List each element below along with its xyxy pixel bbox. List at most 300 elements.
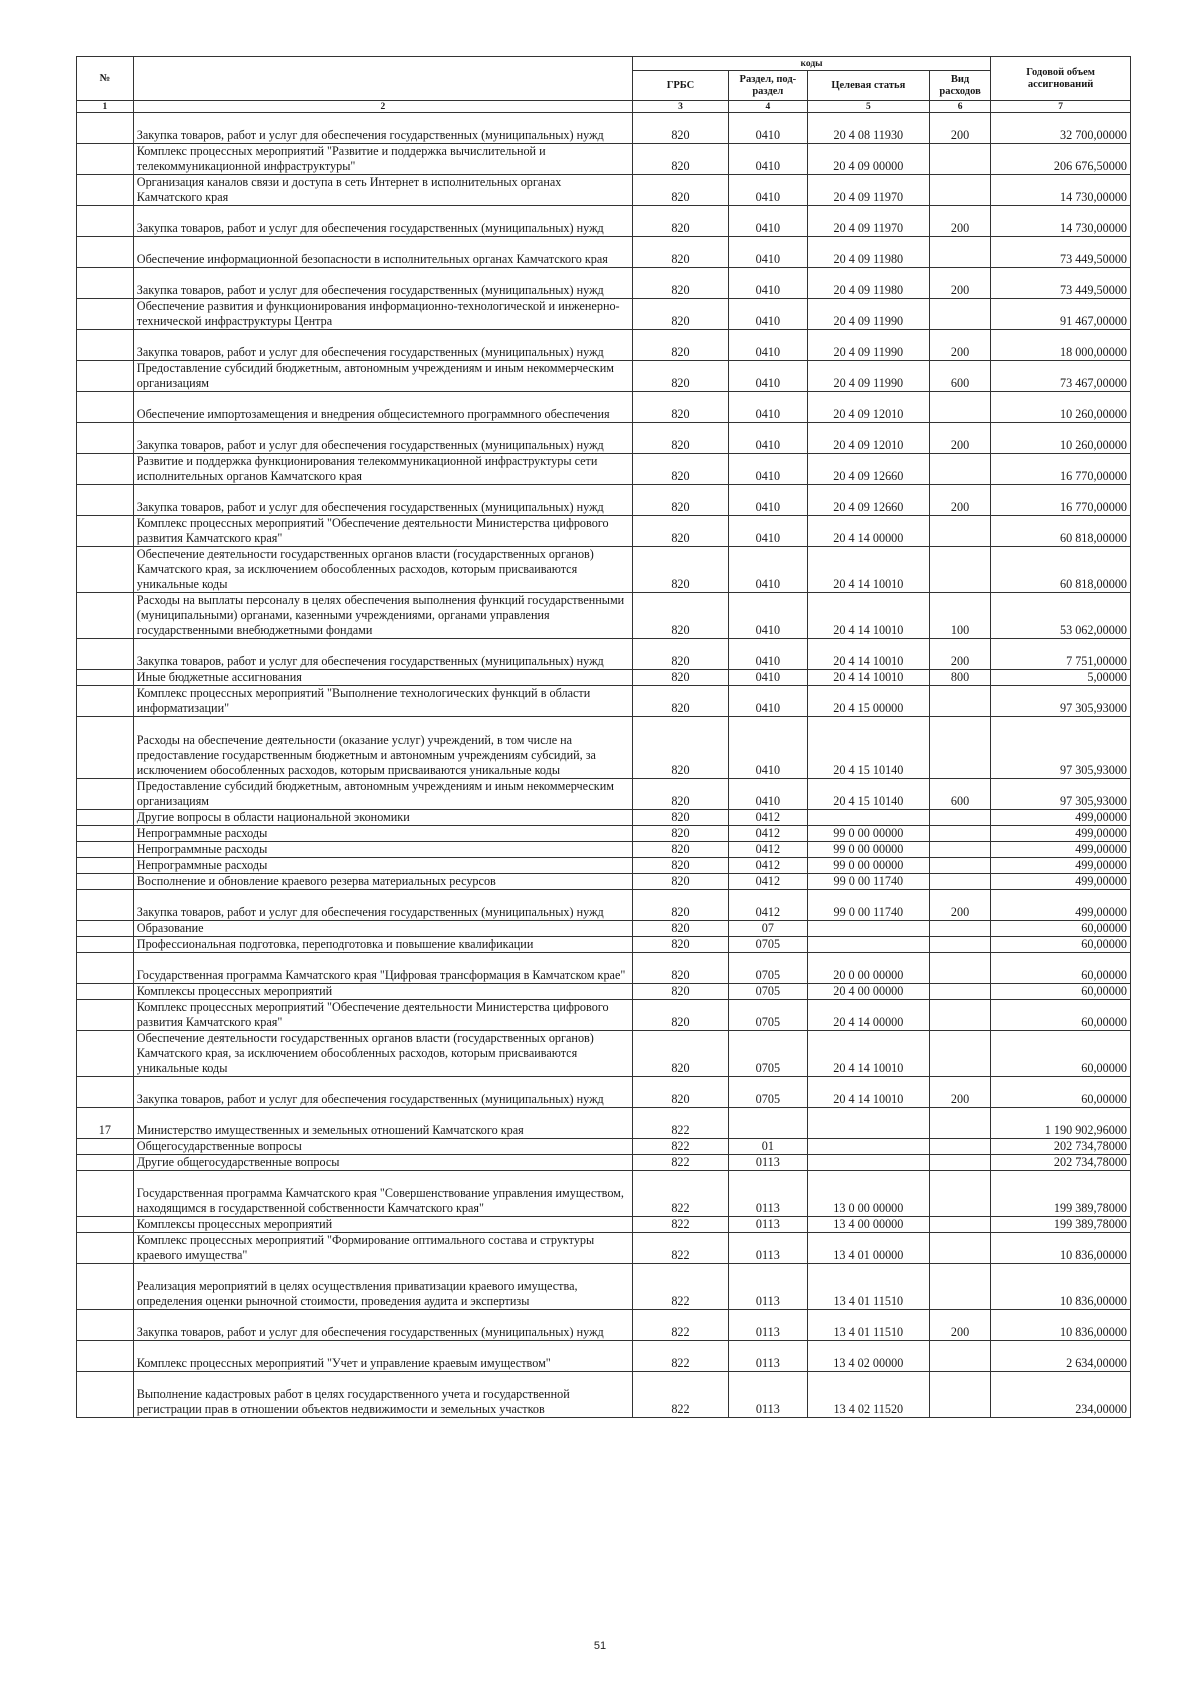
row-expense-kind [929,1155,990,1171]
row-section: 0410 [729,175,808,206]
row-expense-kind: 200 [929,268,990,299]
row-amount: 97 305,93000 [991,686,1131,717]
row-section: 0113 [729,1341,808,1372]
row-target-article: 20 4 14 00000 [807,516,929,547]
row-amount: 10 260,00000 [991,423,1131,454]
row-amount: 499,00000 [991,890,1131,921]
row-target-article: 20 4 14 10010 [807,593,929,639]
row-target-article: 13 4 01 11510 [807,1264,929,1310]
row-description: Развитие и поддержка функционирования телекоммуникационной инфраструктуры сети исполнительных органов Камчатского края [133,454,632,485]
row-index [77,779,134,810]
row-grbs: 820 [632,361,728,392]
row-section: 0113 [729,1372,808,1418]
row-expense-kind: 200 [929,639,990,670]
row-target-article: 20 4 15 10140 [807,779,929,810]
row-section: 0410 [729,516,808,547]
row-index [77,1233,134,1264]
table-row [77,686,1131,717]
row-grbs: 820 [632,237,728,268]
row-expense-kind [929,1171,990,1217]
row-target-article: 99 0 00 00000 [807,826,929,842]
row-expense-kind [929,1217,990,1233]
row-grbs: 820 [632,717,728,779]
row-description: Комплекс процессных мероприятий "Выполнение технологических функций в области информатизации" [133,686,632,717]
row-grbs: 820 [632,953,728,984]
row-expense-kind [929,984,990,1000]
row-target-article: 13 4 00 00000 [807,1217,929,1233]
row-description: Министерство имущественных и земельных отношений Камчатского края [133,1108,632,1139]
table-row [77,299,1131,330]
row-amount: 60,00000 [991,1000,1131,1031]
row-expense-kind [929,1108,990,1139]
row-description: Обеспечение деятельности государственных органов власти (государственных органов) Камчатского края, за исключением обособленных расходов, которым присваиваются уникальные коды [133,1031,632,1077]
row-grbs: 820 [632,937,728,953]
row-grbs: 820 [632,826,728,842]
row-description: Непрограммные расходы [133,826,632,842]
row-grbs: 822 [632,1264,728,1310]
row-grbs: 820 [632,842,728,858]
row-index [77,826,134,842]
table-row [77,953,1131,984]
row-section [729,1108,808,1139]
row-target-article: 20 4 09 11990 [807,361,929,392]
row-expense-kind [929,175,990,206]
row-grbs: 820 [632,858,728,874]
row-grbs: 820 [632,984,728,1000]
row-amount: 73 467,00000 [991,361,1131,392]
row-expense-kind: 200 [929,485,990,516]
row-target-article: 99 0 00 00000 [807,858,929,874]
row-expense-kind [929,299,990,330]
row-index [77,330,134,361]
row-amount: 60 818,00000 [991,547,1131,593]
row-amount: 499,00000 [991,842,1131,858]
row-target-article: 20 4 09 11970 [807,206,929,237]
row-expense-kind [929,1233,990,1264]
row-description: Другие вопросы в области национальной экономики [133,810,632,826]
row-amount: 73 449,50000 [991,237,1131,268]
row-grbs: 820 [632,639,728,670]
row-index [77,937,134,953]
page-number: 51 [593,1640,607,1652]
row-amount: 16 770,00000 [991,485,1131,516]
row-index [77,1155,134,1171]
row-expense-kind [929,1139,990,1155]
row-target-article: 13 4 02 11520 [807,1372,929,1418]
row-index [77,1139,134,1155]
row-expense-kind: 200 [929,330,990,361]
row-index [77,717,134,779]
row-grbs: 820 [632,1031,728,1077]
row-expense-kind [929,516,990,547]
table-row [77,826,1131,842]
table-row [77,1031,1131,1077]
table-row [77,237,1131,268]
row-index [77,639,134,670]
table-row [77,1372,1131,1418]
row-target-article: 20 4 09 11990 [807,330,929,361]
col-number: 5 [807,101,929,113]
row-target-article: 20 4 09 00000 [807,144,929,175]
row-description: Закупка товаров, работ и услуг для обеспечения государственных (муниципальных) нужд [133,1310,632,1341]
row-target-article [807,810,929,826]
row-grbs: 820 [632,423,728,454]
row-expense-kind [929,1264,990,1310]
table-row [77,842,1131,858]
row-target-article [807,937,929,953]
row-description: Реализация мероприятий в целях осуществления приватизации краевого имущества, определения оценки рыночной стоимости, проведения аудита и экспертизы [133,1264,632,1310]
row-expense-kind: 200 [929,206,990,237]
row-section: 0410 [729,639,808,670]
row-description: Обеспечение импортозамещения и внедрения общесистемного программного обеспечения [133,392,632,423]
row-description: Расходы на выплаты персоналу в целях обеспечения выполнения функций государственными (муниципальными) органами, казенными учреждениями, органами управления государственными внебюджетными фондами [133,593,632,639]
row-index [77,1310,134,1341]
table-row [77,330,1131,361]
row-index [77,1372,134,1418]
row-target-article: 20 4 09 12010 [807,392,929,423]
row-grbs: 822 [632,1310,728,1341]
table-row [77,1155,1131,1171]
table-header [77,57,1131,113]
row-amount: 14 730,00000 [991,175,1131,206]
row-section: 0410 [729,423,808,454]
row-description: Восполнение и обновление краевого резерва материальных ресурсов [133,874,632,890]
row-expense-kind: 200 [929,113,990,144]
row-amount: 53 062,00000 [991,593,1131,639]
budget-table [76,56,1131,1418]
table-row [77,1264,1131,1310]
row-index [77,874,134,890]
row-target-article: 13 4 01 00000 [807,1233,929,1264]
row-grbs: 820 [632,1000,728,1031]
row-index [77,113,134,144]
row-expense-kind [929,921,990,937]
row-expense-kind [929,1341,990,1372]
col-number: 4 [729,101,808,113]
row-amount: 60,00000 [991,921,1131,937]
table-row [77,144,1131,175]
table-row [77,113,1131,144]
row-expense-kind: 200 [929,890,990,921]
row-expense-kind [929,1000,990,1031]
row-index [77,921,134,937]
row-description: Закупка товаров, работ и услуг для обеспечения государственных (муниципальных) нужд [133,890,632,921]
table-row [77,937,1131,953]
row-target-article [807,1108,929,1139]
row-target-article: 20 4 09 11980 [807,268,929,299]
table-row [77,485,1131,516]
table-row [77,717,1131,779]
table-row [77,890,1131,921]
row-grbs: 820 [632,516,728,547]
row-description: Образование [133,921,632,937]
row-description: Расходы на обеспечение деятельности (оказание услуг) учреждений, в том числе на предоставление государственным бюджетным и автономным учреждениям субсидий, за исключением обособленных расходов, которым присваиваются уникальные коды [133,717,632,779]
table-row [77,1077,1131,1108]
row-grbs: 820 [632,1077,728,1108]
row-target-article: 20 4 14 00000 [807,1000,929,1031]
row-amount: 18 000,00000 [991,330,1131,361]
row-index [77,810,134,826]
row-description: Организация каналов связи и доступа в сеть Интернет в исполнительных органах Камчатского края [133,175,632,206]
row-description: Комплекс процессных мероприятий "Формирование оптимального состава и структуры краевого имущества" [133,1233,632,1264]
row-grbs: 822 [632,1217,728,1233]
row-expense-kind [929,810,990,826]
row-grbs: 820 [632,392,728,423]
row-index [77,1217,134,1233]
table-row [77,1217,1131,1233]
row-expense-kind [929,454,990,485]
row-target-article: 20 4 00 00000 [807,984,929,1000]
row-target-article: 20 4 14 10010 [807,547,929,593]
table-row [77,670,1131,686]
row-description: Государственная программа Камчатского края "Совершенствование управления имуществом, находящимся в государственной собственности Камчатского края" [133,1171,632,1217]
row-expense-kind [929,686,990,717]
table-row [77,1000,1131,1031]
row-section: 0113 [729,1264,808,1310]
col-number: 1 [77,101,134,113]
row-grbs: 822 [632,1139,728,1155]
table-body [77,113,1131,1418]
row-amount: 199 389,78000 [991,1217,1131,1233]
row-expense-kind [929,842,990,858]
table-row [77,1310,1131,1341]
table-row [77,858,1131,874]
row-expense-kind [929,858,990,874]
row-grbs: 822 [632,1341,728,1372]
row-section: 0410 [729,485,808,516]
table-row [77,547,1131,593]
row-description: Общегосударственные вопросы [133,1139,632,1155]
row-section: 0410 [729,686,808,717]
row-grbs: 820 [632,206,728,237]
row-index [77,1341,134,1372]
row-amount: 199 389,78000 [991,1171,1131,1217]
row-expense-kind [929,874,990,890]
row-description: Закупка товаров, работ и услуг для обеспечения государственных (муниципальных) нужд [133,1077,632,1108]
table-row [77,516,1131,547]
row-description: Обеспечение информационной безопасности в исполнительных органах Камчатского края [133,237,632,268]
row-expense-kind [929,547,990,593]
row-description: Закупка товаров, работ и услуг для обеспечения государственных (муниципальных) нужд [133,330,632,361]
row-amount: 60,00000 [991,937,1131,953]
row-grbs: 820 [632,921,728,937]
row-index [77,516,134,547]
row-grbs: 822 [632,1233,728,1264]
row-expense-kind: 200 [929,1077,990,1108]
table-row [77,361,1131,392]
row-description: Профессиональная подготовка, переподготовка и повышение квалификации [133,937,632,953]
table-row [77,593,1131,639]
row-index [77,299,134,330]
col-number: 6 [929,101,990,113]
table-row [77,639,1131,670]
row-description: Закупка товаров, работ и услуг для обеспечения государственных (муниципальных) нужд [133,639,632,670]
row-target-article: 20 4 14 10010 [807,639,929,670]
row-index [77,1171,134,1217]
row-section: 0410 [729,454,808,485]
row-amount: 202 734,78000 [991,1155,1131,1171]
row-index: 17 [77,1108,134,1139]
row-target-article [807,1155,929,1171]
row-description: Закупка товаров, работ и услуг для обеспечения государственных (муниципальных) нужд [133,113,632,144]
row-index [77,454,134,485]
row-target-article: 20 4 09 11970 [807,175,929,206]
row-expense-kind [929,1031,990,1077]
row-amount: 234,00000 [991,1372,1131,1418]
row-expense-kind [929,717,990,779]
row-amount: 499,00000 [991,874,1131,890]
row-description: Закупка товаров, работ и услуг для обеспечения государственных (муниципальных) нужд [133,485,632,516]
row-amount: 60 818,00000 [991,516,1131,547]
table-row [77,175,1131,206]
table-row [77,921,1131,937]
row-section: 0113 [729,1217,808,1233]
row-grbs: 820 [632,175,728,206]
row-description: Комплекс процессных мероприятий "Развитие и поддержка вычислительной и телекоммуникационной инфраструктуры" [133,144,632,175]
header-description [133,57,632,101]
table-row [77,874,1131,890]
row-target-article: 20 0 00 00000 [807,953,929,984]
row-grbs: 820 [632,670,728,686]
row-target-article: 99 0 00 11740 [807,890,929,921]
row-expense-kind: 800 [929,670,990,686]
row-section: 0412 [729,874,808,890]
row-section: 0410 [729,392,808,423]
row-grbs: 820 [632,890,728,921]
row-description: Закупка товаров, работ и услуг для обеспечения государственных (муниципальных) нужд [133,206,632,237]
row-amount: 202 734,78000 [991,1139,1131,1155]
row-target-article: 20 4 09 12010 [807,423,929,454]
row-section: 01 [729,1139,808,1155]
row-section: 0705 [729,1077,808,1108]
row-amount: 60,00000 [991,1031,1131,1077]
row-grbs: 822 [632,1171,728,1217]
row-amount: 60,00000 [991,1077,1131,1108]
row-index [77,1264,134,1310]
row-target-article: 20 4 15 00000 [807,686,929,717]
row-expense-kind [929,237,990,268]
row-section: 0412 [729,842,808,858]
row-description: Закупка товаров, работ и услуг для обеспечения государственных (муниципальных) нужд [133,268,632,299]
row-grbs: 820 [632,485,728,516]
header-target: Целевая статья [807,71,929,101]
row-amount: 91 467,00000 [991,299,1131,330]
row-description: Комплекс процессных мероприятий "Обеспечение деятельности Министерства цифрового развития Камчатского края" [133,1000,632,1031]
table-row [77,206,1131,237]
row-index [77,485,134,516]
row-index [77,392,134,423]
row-grbs: 820 [632,779,728,810]
row-section: 0705 [729,984,808,1000]
row-expense-kind [929,953,990,984]
row-section: 0410 [729,113,808,144]
col-number: 7 [991,101,1131,113]
row-amount: 7 751,00000 [991,639,1131,670]
table-row [77,392,1131,423]
row-index [77,547,134,593]
row-grbs: 820 [632,686,728,717]
row-section: 0410 [729,779,808,810]
row-target-article: 13 4 01 11510 [807,1310,929,1341]
row-amount: 499,00000 [991,858,1131,874]
row-grbs: 822 [632,1155,728,1171]
row-expense-kind [929,1372,990,1418]
row-grbs: 822 [632,1108,728,1139]
row-target-article: 20 4 14 10010 [807,670,929,686]
row-index [77,1031,134,1077]
row-section: 0412 [729,890,808,921]
row-description: Предоставление субсидий бюджетным, автономным учреждениям и иным некоммерческим организациям [133,361,632,392]
row-expense-kind [929,144,990,175]
row-index [77,268,134,299]
row-section: 0410 [729,547,808,593]
row-grbs: 820 [632,113,728,144]
row-amount: 97 305,93000 [991,779,1131,810]
row-index [77,984,134,1000]
row-index [77,423,134,454]
table-row [77,984,1131,1000]
row-description: Комплексы процессных мероприятий [133,1217,632,1233]
header-grbs: ГРБС [632,71,728,101]
row-section: 0113 [729,1310,808,1341]
row-description: Государственная программа Камчатского края "Цифровая трансформация в Камчатском крае" [133,953,632,984]
row-amount: 14 730,00000 [991,206,1131,237]
row-description: Обеспечение деятельности государственных органов власти (государственных органов) Камчатского края, за исключением обособленных расходов, которым присваиваются уникальные коды [133,547,632,593]
row-grbs: 820 [632,299,728,330]
table-row [77,1233,1131,1264]
row-description: Иные бюджетные ассигнования [133,670,632,686]
row-section: 0410 [729,144,808,175]
table-row [77,1341,1131,1372]
row-amount: 499,00000 [991,810,1131,826]
row-grbs: 820 [632,810,728,826]
row-section: 0410 [729,361,808,392]
row-section: 0113 [729,1155,808,1171]
row-expense-kind: 100 [929,593,990,639]
row-target-article: 20 4 14 10010 [807,1031,929,1077]
row-index [77,593,134,639]
table-row [77,423,1131,454]
row-amount: 1 190 902,96000 [991,1108,1131,1139]
row-grbs: 820 [632,593,728,639]
header-codes: коды [632,57,990,71]
row-description: Комплекс процессных мероприятий "Учет и управление краевым имуществом" [133,1341,632,1372]
row-amount: 10 836,00000 [991,1310,1131,1341]
row-grbs: 820 [632,330,728,361]
row-section: 0410 [729,593,808,639]
row-target-article: 99 0 00 00000 [807,842,929,858]
row-section: 0113 [729,1171,808,1217]
table-row [77,1171,1131,1217]
row-index [77,144,134,175]
header-amount: Годовой объем ассигнований [991,57,1131,101]
row-target-article: 13 0 00 00000 [807,1171,929,1217]
row-index [77,686,134,717]
row-section: 0412 [729,826,808,842]
header-num: № [77,57,134,101]
header-kind: Вид расходов [929,71,990,101]
table-row [77,268,1131,299]
row-target-article: 13 4 02 00000 [807,1341,929,1372]
row-amount: 10 260,00000 [991,392,1131,423]
row-expense-kind: 600 [929,779,990,810]
row-expense-kind: 200 [929,1310,990,1341]
row-index [77,890,134,921]
row-target-article: 20 4 09 11980 [807,237,929,268]
row-description: Непрограммные расходы [133,858,632,874]
row-section: 0410 [729,268,808,299]
row-amount: 32 700,00000 [991,113,1131,144]
